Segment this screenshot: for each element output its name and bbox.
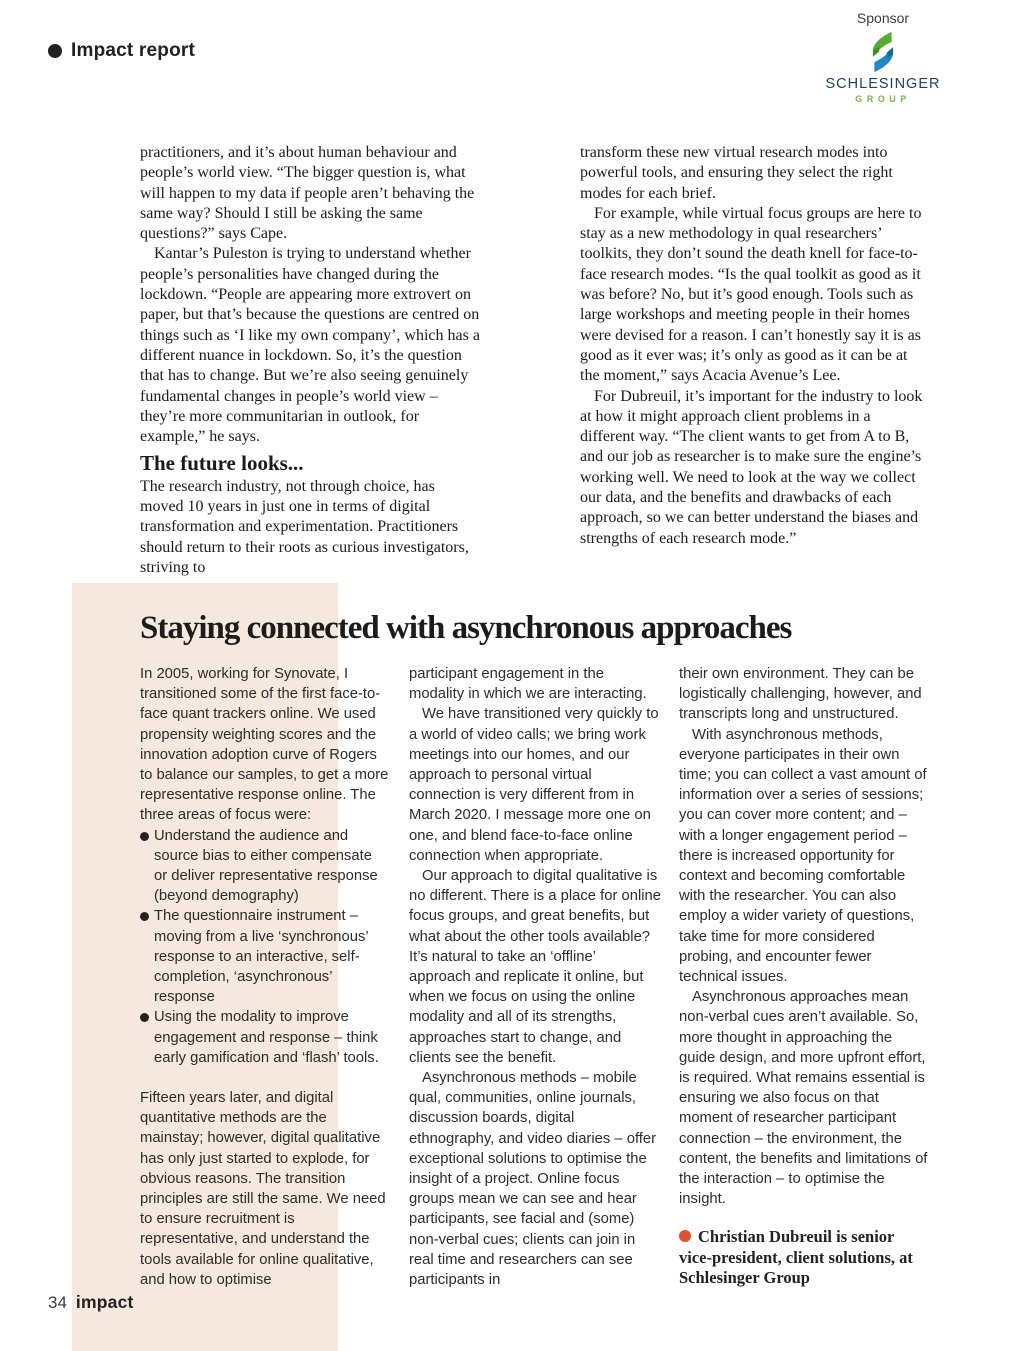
article-paragraph: For Dubreuil, it’s important for the industry to look at how it might approach client problems in a different way. “The client wants to get from A to B, and our job as researcher is to make sure the engine’s working well. We need to look at the way we collect our data, and the benefits and drawbacks of each approach, so we can better understand the biases and strengths of each research mode.”: [580, 387, 923, 547]
section-title: Impact report: [71, 40, 196, 61]
feature-paragraph: With asynchronous methods, everyone participates in their own time; you can collect a vast amount of information over a series of sessions; you can cover more content; and – with a longer engagement period – there is increased opportunity for context and becoming comfortable with the researcher. You can also employ a wider variety of questions, take time for more considered probing, and encounter fewer technical issues.: [679, 726, 927, 986]
article-column-right: [580, 143, 926, 549]
sponsor-block: [818, 10, 948, 104]
page-number: 34: [48, 1293, 67, 1312]
feature-paragraph: Asynchronous methods – mobile qual, communities, online journals, discussion boards, digital ethnography, and video diaries – offer exceptional solutions to optimise the insight of a project. Online focus groups mean we can see and hear participants, see facial and (some) non-verbal cues; clients can join in real time and researchers can see participants in: [409, 1070, 657, 1289]
article-paragraph: practitioners, and it’s about human behaviour and people’s world view. “The bigger question is, what will happen to my data if people aren’t behaving the same way? Should I still be asking the same questions?” says Cape.: [140, 144, 475, 243]
section-header: [48, 40, 195, 62]
list-item: [140, 1007, 389, 1068]
page-footer: [48, 1292, 134, 1313]
paragraph-spacer: [140, 1068, 389, 1088]
article-paragraph: Kantar’s Puleston is trying to understand whether people’s personalities have changed during the lockdown. “People are appearing more extrovert on paper, but that’s because the questions are centred on things such as ‘I like my own company’, which has a different nuance in lockdown. So, it’s the question that has to change. But we’re also seeing genuinely fundamental changes in people’s world view – they’re more communitarian in outlook, for example,” he says.: [140, 245, 480, 446]
byline-text: Christian Dubreuil is senior vice-president, client solutions, at Schlesinger Group: [679, 1227, 913, 1288]
sponsor-group: GROUP: [855, 94, 911, 104]
schlesinger-logo-icon: [860, 29, 906, 75]
feature-column-3: [679, 664, 929, 1289]
feature-paragraph: Fifteen years later, and digital quantitative methods are the mainstay; however, digital qualitative has only just started to explode, for obvious reasons. The transition principles are still the same. We need to ensure recruitment is representative, and understand the tools available for online qualitative, and how to optimise: [140, 1090, 386, 1288]
sponsor-label: Sponsor: [856, 10, 910, 26]
author-byline: [679, 1227, 929, 1289]
article-paragraph: For example, while virtual focus groups are here to stay as a new methodology in qual researchers’ toolkits, they don’t sound the death knell for face-to-face research modes. “Is the qual toolkit as good as it was before? No, but it’s good enough. Tools such as large workshops and meeting people in their homes were devised for a reason. I can’t honestly say it is as good as it ever was; it’s only as good as it can be at the moment,” says Acacia Avenue’s Lee.: [580, 204, 922, 385]
byline-bullet-icon: [679, 1230, 691, 1242]
list-item: [140, 826, 389, 907]
feature-paragraph: In 2005, working for Synovate, I transitioned some of the first face-to-face quant trackers online. We used propensity weighting scores and the innovation adoption curve of Rogers to balance our samples, to get a more representative response online. The three areas of focus were:: [140, 666, 389, 824]
bullet-icon: [140, 832, 149, 841]
feature-paragraph: their own environment. They can be logistically challenging, however, and transcripts long and unstructured.: [679, 666, 922, 723]
article-subheading: The future looks...: [140, 451, 304, 476]
article-paragraph: transform these new virtual research modes into powerful tools, and ensuring they select the right modes for each brief.: [580, 144, 893, 202]
feature-paragraph: We have transitioned very quickly to a world of video calls; we bring work meetings into our homes, and our approach to personal virtual connection is very different from in March 2020. I message more one on one, and blend face-to-face online connection when appropriate.: [409, 706, 659, 864]
feature-column-2: [409, 664, 661, 1290]
feature-column-1: [140, 664, 389, 1290]
article-paragraph: The research industry, not through choice, has moved 10 years in just one in terms of digital transformation and experimentation. Practitioners should return to their roots as curious investigators, striving to: [140, 477, 469, 576]
sponsor-name: SCHLESINGER: [825, 76, 941, 92]
feature-paragraph: Our approach to digital qualitative is no different. There is a place for online focus groups, and great benefits, but what about the other tools available? It’s natural to take an ‘offline’ approach and replicate it online, but when we focus on using the online modality and all of its strengths, approaches start to change, and clients see the benefit.: [409, 868, 661, 1066]
section-bullet-icon: [48, 44, 62, 58]
bullet-icon: [140, 912, 149, 921]
list-item: [140, 906, 389, 1007]
magazine-wordmark: impact: [75, 1292, 134, 1312]
bullet-text: Understand the audience and source bias to either compensate or deliver representative response (beyond demography): [154, 827, 378, 905]
bullet-text: Using the modality to improve engagement and response – think early gamification and ‘flash’ tools.: [154, 1009, 379, 1066]
bullet-icon: [140, 1013, 149, 1022]
feature-paragraph: Asynchronous approaches mean non-verbal cues aren’t available. So, more thought in approaching the guide design, and more upfront effort, is required. What remains essential is ensuring we also focus on that moment of researcher participant connection – the environment, the content, the benefits and limitations of the interaction – to optimise the insight.: [679, 989, 928, 1208]
article-column-left: [140, 143, 482, 578]
bullet-text: The questionnaire instrument – moving from a live ‘synchronous’ response to an interactive, self-completion, ‘asynchronous’ response: [154, 908, 369, 1006]
feature-headline: Staying connected with asynchronous approaches: [140, 610, 792, 646]
feature-paragraph: participant engagement in the modality in which we are interacting.: [409, 666, 647, 703]
